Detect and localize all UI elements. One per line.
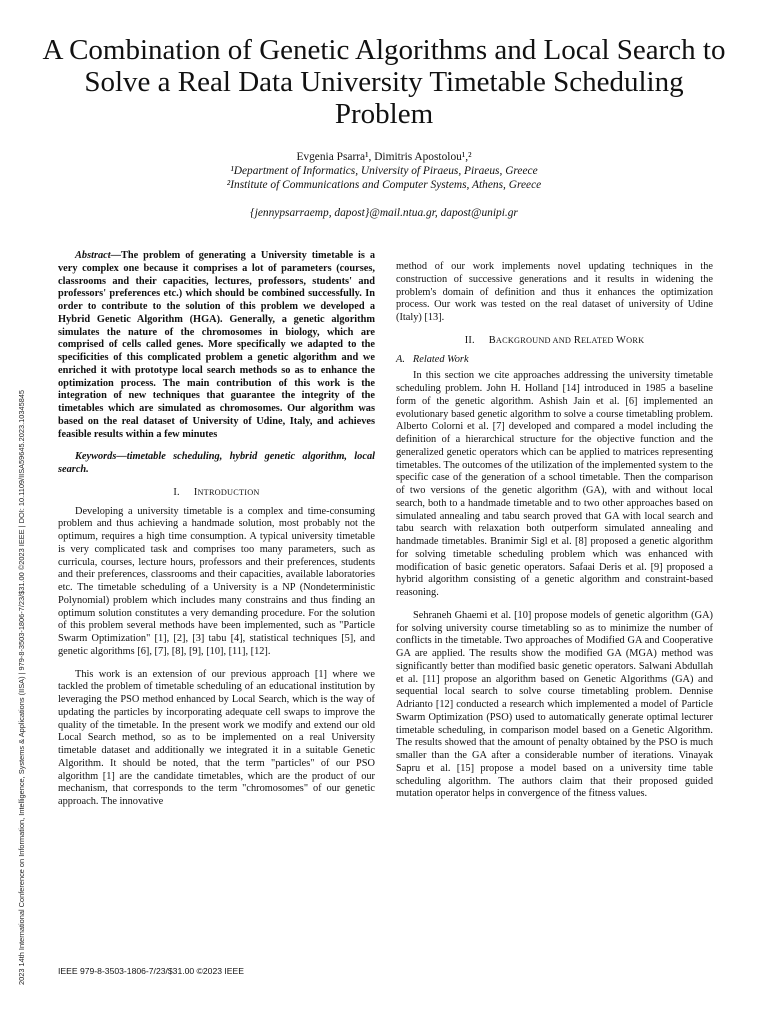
keywords	[58, 451, 375, 477]
section-title-rest: NTRODUCTION	[197, 487, 260, 497]
title-rest-b: ACKGROUND AND	[495, 335, 572, 345]
abstract	[58, 250, 375, 441]
keywords-text: —timetable scheduling, hybrid genetic algorithm, local search.	[58, 451, 375, 475]
subsection-letter: A.	[396, 353, 405, 365]
intro-paragraph-2: This work is an extension of our previous approach [1] where we tackled the problem of timetable scheduling of an educational institution by leveraging the PSO method enhanced by Local Search, which is the way of updating the particles by incorporating adequate cell swaps to improve the quality of the timetable. In the present work we modify and extend our old Local Search method, so as to be implemented on a real University timetable dataset and additionally we integrated it in a suitable Genetic Algorithm. It should be noted, that the term "particles" of our PSO algorithm [1] are the candidate timetables, which are the product of our mechanism, that corresponds to the term "chromosomes" of our genetic approach. The innovative	[58, 668, 375, 807]
related-work-paragraph-2: Sehraneh Ghaemi et al. [10] propose models of genetic algorithm (GA) for solving university course timetabling so as to minimize the number of conflicts in the timetable. Two approaches of Modified GA and Cooperative GA are applied. The results show the modified GA (MGA) method was significantly better than modified basic genetic operators. Salwani Abdullah et al. [11] propose an algorithm based on Genetic Algorithms (GA) and sequential local search to solve course timetabling problem. Dennise Adrianto [12] conducted a research which implemented a model of Particle Swarm Optimization (PSO) used to automatically generate optimal lecturer timetable scheduling, in comparison model based on a Genetic Algorithm. The results showed that the amount of penalty obtained by the PSO is much smaller than the GA after a considerable number of iterations. Vinayak Sapru et al. [15] propose a model based on a university time table scheduling algorithm. The authors claim that their proposed guided mutation operator helps in convergence of the fitness values.	[396, 609, 713, 800]
title-rest-r: ELATED	[581, 335, 614, 345]
title-rest-w: ORK	[626, 335, 645, 345]
title-initial-b: B	[488, 334, 496, 346]
left-column	[58, 250, 375, 809]
affiliation-2: ²Institute of Communications and Computer Systems, Athens, Greece	[226, 179, 542, 191]
conference-side-banner: 2023 14th International Conference on Information, Intelligence, Systems & Applications (IISA) | 979-8-3503-1806-7/23/$31.00 ©2023 IEEE | DOI: 10.1109/IISA59645.2023.10345845	[17, 389, 26, 985]
paper-title: A Combination of Genetic Algorithms and Local Search to Solve a Real Data University Timetable Scheduling Problem	[42, 34, 726, 130]
subsection-heading-related-work	[396, 354, 713, 367]
abstract-text: —The problem of generating a University timetable is a very complex one because it comprises a lot of parameters (courses, classrooms and their capacities, lectures, professors, students' and professors' preferences etc.) which should be combined successfully. In order to contribute to the solution of this problem we developed a Hybrid Genetic Algorithm (HGA). Generally, a genetic algorithm simulates the nature of the chromosomes in biology, which are comprised of cells called genes. More specifically we adapted to the specificities of this complicated problem a genetic algorithm and we enriched it with prototype local search methods so as to enhance the optimization process. The main contribution of this work is the integration of new techniques that guarantee the integrity of the timetables which are simulated as chromosomes. Our algorithm was based on the real dataset of University of Udine, Italy, and achieves feasible results within a few minutes	[58, 250, 375, 440]
author-names: Evgenia Psarra¹, Dimitris Apostolou¹,²	[296, 151, 472, 163]
right-column	[396, 261, 713, 801]
intro-continuation: method of our work implements novel updating techniques in the construction of successive generations and it results in widening the problem's domain of definition and thus it enhances the optimization process. Our work was tested on the real dataset of university of Udine (Italy) [13].	[396, 261, 713, 323]
author-block	[40, 150, 728, 192]
related-work-paragraph-1: In this section we cite approaches addressing the university timetable scheduling problem. John H. Holland [14] introduced in 1985 a baseline form of the genetic algorithm. Ashish Jain et al. [6] implemented an evolutionary based genetic algorithm to solve a course timetabling problem. Alberto Colorni et al. [7] developed and compared a model including the definition of a hierarchical structure for the objective function and the generalized genetic operators which can be applied to matrices representing timetables. The outcomes of the utilization of the implemented system to the specific case of the generation of a school timetable. Then the comparison of two versions of the genetic algorithm (GA), with and without local search, both to a handmade timetable and to two other approaches based on simulated annealing and tabu search proved that GA with local search and tabu search with relaxation both outperform simulated annealing and handmade timetables. Branimir Sigl et al. [8] proposed a genetic algorithm for solving timetable scheduling problem which was enhanced with modification of basic genetic operators. Safaai Deris et al. [9] proposed a hybrid algorithm consisting of a genetic algorithm and constraint-based reasoning.	[396, 370, 713, 598]
author-emails: {jennypsarraemp, dapost}@mail.ntua.gr, dapost@unipi.gr	[250, 207, 518, 219]
copyright-footer: IEEE 979-8-3503-1806-7/23/$31.00 ©2023 IEEE	[58, 966, 244, 976]
keywords-label: Keywords	[75, 451, 117, 463]
section-heading-background	[396, 335, 713, 348]
title-initial-r: R	[573, 334, 582, 346]
section-number: I.	[173, 486, 180, 498]
title-initial-w: W	[616, 334, 627, 346]
abstract-label: Abstract	[75, 250, 111, 261]
section-heading-introduction	[58, 487, 375, 500]
intro-paragraph-1: Developing a university timetable is a complex and time-consuming problem and thus achieving a handmade solution, most probably not the optimum, requires a high time consumption. A typical university timetable is very complicated task and comprises too many parameters, such as curricula, courses, lecture hours, professors and their preferences, students and their preferences, classrooms and their capacities, available laboratories etc. The timetable scheduling of a University is a NP (Nondeterministic Polynomial) problem which includes many constrains and thus finding an optimum solution constitutes a very demanding procedure. For the solution of this problem several methods have been implemented, such as "Particle Swarm Optimization" [1], [2], [3] tabu [4], statistical techniques [5], and genetic algorithms [6], [7], [8], [9], [10], [11], [12].	[58, 505, 375, 657]
subsection-title: Related Work	[412, 353, 469, 365]
section-number: II.	[464, 334, 475, 346]
affiliation-1: ¹Department of Informatics, University of Piraeus, Piraeus, Greece	[230, 165, 538, 177]
section-title-initial: I	[193, 486, 198, 498]
